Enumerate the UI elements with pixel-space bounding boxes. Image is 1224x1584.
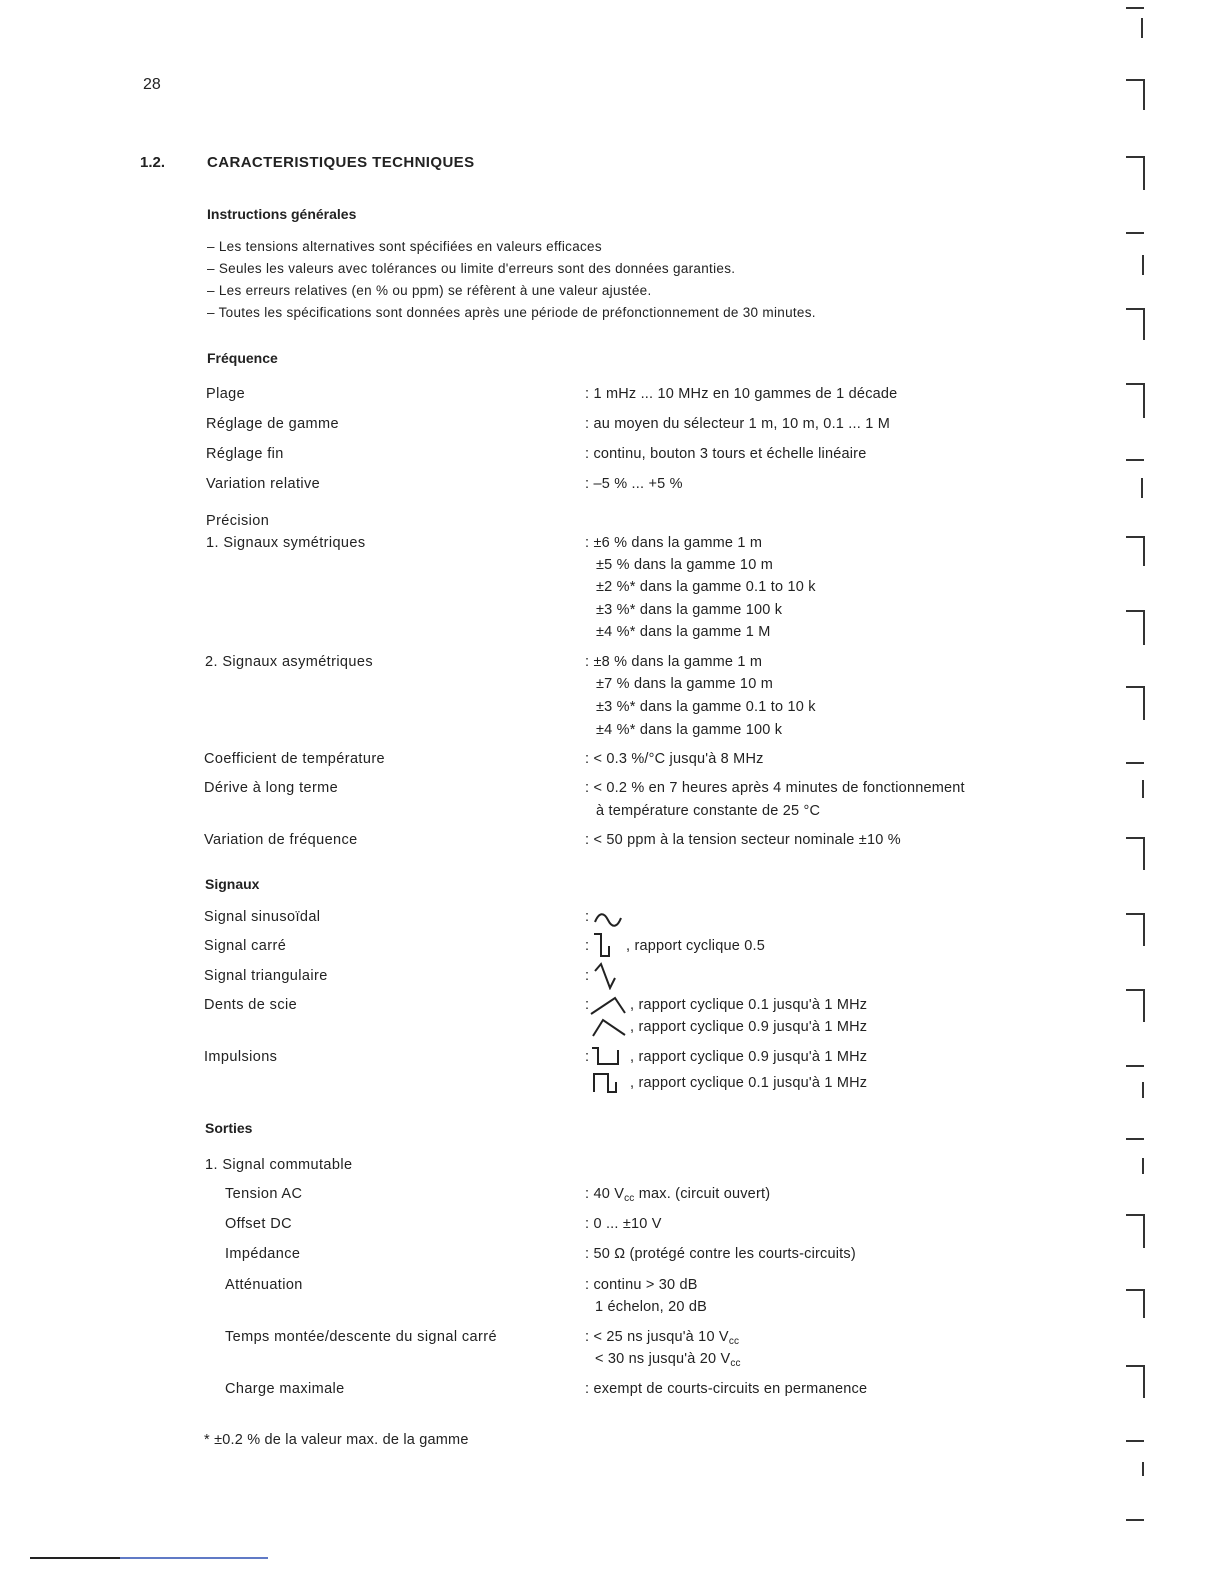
frequence-heading: Fréquence <box>207 350 278 366</box>
spec-label: Plage <box>206 386 246 402</box>
spec-value: : continu > 30 dB <box>585 1277 698 1293</box>
colon: : <box>585 997 590 1013</box>
spec-value: : 50 Ω (protégé contre les courts-circuits) <box>585 1246 856 1262</box>
spec-value: : –5 % ... +5 % <box>585 476 683 492</box>
spec-label: Signal sinusoïdal <box>204 909 321 925</box>
spec-label: Variation relative <box>206 476 321 492</box>
spec-value: : 0 ... ±10 V <box>585 1216 662 1232</box>
spec-label: 1. Signal commutable <box>205 1157 353 1173</box>
sawtooth-falling-icon <box>589 1016 629 1038</box>
spec-label: 1. Signaux symétriques <box>206 535 366 551</box>
spec-value: ±2 %* dans la gamme 0.1 to 10 k <box>596 579 816 595</box>
spec-value: : exempt de courts-circuits en permanence <box>585 1381 868 1397</box>
colon: : <box>585 909 590 925</box>
spec-label: Offset DC <box>225 1216 292 1232</box>
spec-value: , rapport cyclique 0.5 <box>626 938 765 954</box>
spec-value: : ±8 % dans la gamme 1 m <box>585 654 763 670</box>
spec-label: Impédance <box>225 1246 301 1262</box>
spec-value: ±4 %* dans la gamme 100 k <box>596 722 783 738</box>
spec-label: Atténuation <box>225 1277 303 1293</box>
spec-label: Temps montée/descente du signal carré <box>225 1329 497 1345</box>
spec-value: , rapport cyclique 0.9 jusqu'à 1 MHz <box>630 1019 868 1035</box>
spec-label: Signal triangulaire <box>204 968 328 984</box>
spec-value: , rapport cyclique 0.9 jusqu'à 1 MHz <box>630 1049 868 1065</box>
footer-rule <box>30 1557 268 1559</box>
general-item: – Seules les valeurs avec tolérances ou limite d'erreurs sont des données garanties. <box>207 261 736 276</box>
spec-value: < 30 ns jusqu'à 20 $V_{cc}$ <box>595 1351 741 1369</box>
signaux-heading: Signaux <box>205 876 260 892</box>
spec-value: ±5 % dans la gamme 10 m <box>596 557 773 573</box>
spec-value: : continu, bouton 3 tours et échelle linéaire <box>585 446 867 462</box>
spec-label: Dérive à long terme <box>204 780 339 796</box>
colon: : <box>585 1049 590 1065</box>
spec-value: à température constante de 25 °C <box>596 803 821 819</box>
spec-value: : < 25 ns jusqu'à 10 $V_{cc}$ <box>585 1329 740 1347</box>
spec-label: Signal carré <box>204 938 287 954</box>
spec-value: : 1 mHz ... 10 MHz en 10 gammes de 1 décade <box>585 386 898 402</box>
spec-label: Tension AC <box>225 1186 303 1202</box>
spec-value: : < 0.2 % en 7 heures après 4 minutes de fonctionnement <box>585 780 965 796</box>
sorties-heading: Sorties <box>205 1120 253 1136</box>
pulse-wave-icon <box>592 1070 626 1094</box>
spec-label: 2. Signaux asymétriques <box>205 654 373 670</box>
spec-value: ±4 %* dans la gamme 1 M <box>596 624 771 640</box>
sine-wave-icon <box>593 910 623 930</box>
colon: : <box>585 938 590 954</box>
spec-value: : < 50 ppm à la tension secteur nominale ±10 % <box>585 832 901 848</box>
spec-label: Réglage de gamme <box>206 416 339 432</box>
sawtooth-rising-icon <box>589 994 629 1016</box>
spec-label: Réglage fin <box>206 446 284 462</box>
general-heading: Instructions générales <box>207 206 357 222</box>
spec-value: ±7 % dans la gamme 10 m <box>596 676 773 692</box>
spec-value: ±3 %* dans la gamme 100 k <box>596 602 783 618</box>
spec-label: Impulsions <box>204 1049 278 1065</box>
page-number: 28 <box>143 76 161 93</box>
spec-label: Dents de scie <box>204 997 298 1013</box>
spec-value: : ±6 % dans la gamme 1 m <box>585 535 763 551</box>
spec-label: Coefficient de température <box>204 751 386 767</box>
triangle-wave-icon <box>592 960 622 990</box>
spec-value: : < 0.3 %/°C jusqu'à 8 MHz <box>585 751 764 767</box>
spec-label: Variation de fréquence <box>204 832 358 848</box>
spec-label: Charge maximale <box>225 1381 345 1397</box>
section-number: 1.2. <box>140 154 166 171</box>
section-title: CARACTERISTIQUES TECHNIQUES <box>207 154 475 171</box>
colon: : <box>585 968 590 984</box>
spec-value: ±3 %* dans la gamme 0.1 to 10 k <box>596 699 816 715</box>
spec-value: : au moyen du sélecteur 1 m, 10 m, 0.1 ... 1 M <box>585 416 890 432</box>
general-item: – Toutes les spécifications sont données après une période de préfonctionnement de 30 minutes. <box>207 305 816 320</box>
footnote: * ±0.2 % de la valeur max. de la gamme <box>204 1432 469 1448</box>
spec-value: : 40 $V_{cc}$ max. (circuit ouvert) <box>585 1186 771 1204</box>
general-item: – Les tensions alternatives sont spécifiées en valeurs efficaces <box>207 239 602 254</box>
precision-label: Précision <box>206 513 270 529</box>
spec-value: 1 échelon, 20 dB <box>595 1299 708 1315</box>
general-item: – Les erreurs relatives (en % ou ppm) se réfèrent à une valeur ajustée. <box>207 283 652 298</box>
spec-value: , rapport cyclique 0.1 jusqu'à 1 MHz <box>630 1075 868 1091</box>
square-wave-icon <box>592 930 622 960</box>
pulse-wave-icon <box>590 1044 626 1068</box>
spec-value: , rapport cyclique 0.1 jusqu'à 1 MHz <box>630 997 868 1013</box>
binding-edge-marks <box>1114 0 1224 1584</box>
